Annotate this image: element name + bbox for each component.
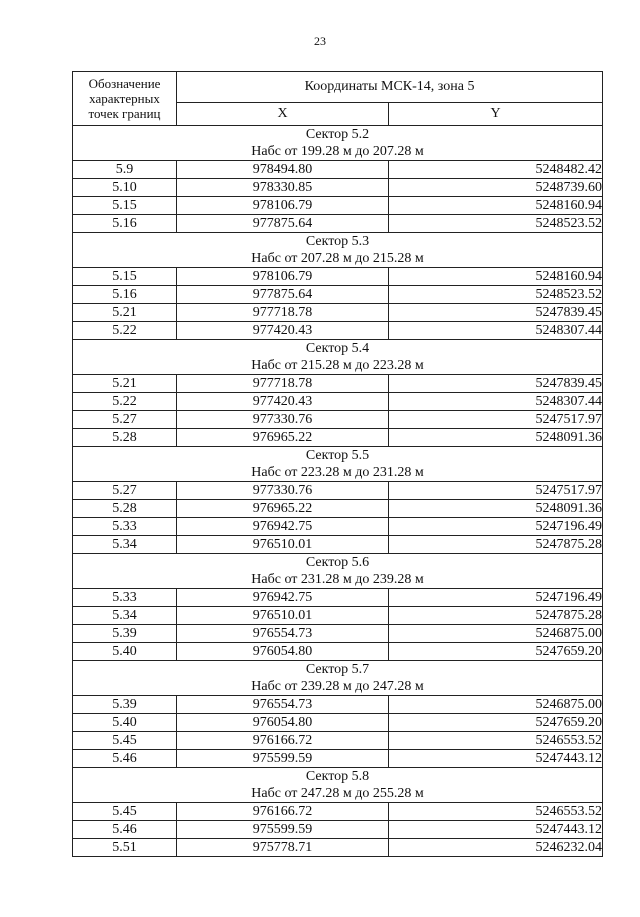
table-row xyxy=(73,179,603,197)
table-row xyxy=(73,322,603,340)
y-coordinate-cell: 5248482.42 xyxy=(389,161,603,179)
point-cell: 5.27 xyxy=(73,411,177,429)
sector-title: Сектор 5.6 xyxy=(305,555,370,570)
y-coordinate-cell: 5247443.12 xyxy=(389,750,603,768)
x-coordinate-cell: 977420.43 xyxy=(177,393,389,411)
y-coordinate-cell: 5247659.20 xyxy=(389,643,603,661)
y-coordinate-cell: 5247659.20 xyxy=(389,714,603,732)
table-row xyxy=(73,375,603,393)
y-coordinate-cell: 5247517.97 xyxy=(389,411,603,429)
coords-header: Координаты МСК-14, зона 5 xyxy=(177,72,603,103)
x-coordinate-cell: 976554.73 xyxy=(177,625,389,643)
point-cell: 5.39 xyxy=(73,696,177,714)
table-row xyxy=(73,393,603,411)
point-cell: 5.39 xyxy=(73,625,177,643)
point-cell: 5.22 xyxy=(73,322,177,340)
x-header: X xyxy=(177,102,389,125)
table-row xyxy=(73,197,603,215)
point-cell: 5.10 xyxy=(73,179,177,197)
sector-title-cell xyxy=(73,661,603,696)
point-cell: 5.34 xyxy=(73,536,177,554)
y-coordinate-cell: 5247196.49 xyxy=(389,518,603,536)
y-coordinate-cell: 5248091.36 xyxy=(389,500,603,518)
sector-title-cell xyxy=(73,126,603,161)
sector-header-row xyxy=(73,554,603,589)
y-coordinate-cell: 5247839.45 xyxy=(389,375,603,393)
x-coordinate-cell: 977875.64 xyxy=(177,215,389,233)
point-cell: 5.40 xyxy=(73,643,177,661)
y-coordinate-cell: 5248307.44 xyxy=(389,322,603,340)
x-coordinate-cell: 978106.79 xyxy=(177,268,389,286)
y-coordinate-cell: 5246875.00 xyxy=(389,625,603,643)
x-coordinate-cell: 975778.71 xyxy=(177,839,389,857)
point-label-header: Обозначение характерных точек границ xyxy=(73,72,177,126)
y-coordinate-cell: 5247443.12 xyxy=(389,821,603,839)
table-row xyxy=(73,161,603,179)
x-coordinate-cell: 976942.75 xyxy=(177,589,389,607)
table-row xyxy=(73,714,603,732)
table-row xyxy=(73,482,603,500)
point-cell: 5.45 xyxy=(73,732,177,750)
y-coordinate-cell: 5246553.52 xyxy=(389,803,603,821)
x-coordinate-cell: 976510.01 xyxy=(177,607,389,625)
y-coordinate-cell: 5248523.52 xyxy=(389,215,603,233)
sector-title-cell xyxy=(73,233,603,268)
y-coordinate-cell: 5248307.44 xyxy=(389,393,603,411)
sector-height-range: Набс от 223.28 м до 231.28 м xyxy=(251,465,424,480)
sector-header-row xyxy=(73,126,603,161)
sector-title: Сектор 5.3 xyxy=(305,234,370,249)
y-coordinate-cell: 5248739.60 xyxy=(389,179,603,197)
point-cell: 5.15 xyxy=(73,197,177,215)
table-body xyxy=(73,126,603,857)
table-row xyxy=(73,429,603,447)
y-coordinate-cell: 5247839.45 xyxy=(389,304,603,322)
point-cell: 5.28 xyxy=(73,500,177,518)
sector-height-range: Набс от 207.28 м до 215.28 м xyxy=(251,251,424,266)
page-number: 23 xyxy=(314,34,326,48)
table-row xyxy=(73,803,603,821)
x-coordinate-cell: 977420.43 xyxy=(177,322,389,340)
sector-header-row xyxy=(73,768,603,803)
y-header: Y xyxy=(389,102,603,125)
table-row xyxy=(73,750,603,768)
table-row xyxy=(73,696,603,714)
sector-title: Сектор 5.2 xyxy=(305,127,370,142)
point-cell: 5.46 xyxy=(73,821,177,839)
sector-title-cell xyxy=(73,447,603,482)
point-cell: 5.21 xyxy=(73,304,177,322)
x-coordinate-cell: 977718.78 xyxy=(177,375,389,393)
x-coordinate-cell: 976942.75 xyxy=(177,518,389,536)
x-coordinate-cell: 976166.72 xyxy=(177,803,389,821)
sector-header-row xyxy=(73,340,603,375)
point-cell: 5.34 xyxy=(73,607,177,625)
point-cell: 5.15 xyxy=(73,268,177,286)
y-coordinate-cell: 5246875.00 xyxy=(389,696,603,714)
x-coordinate-cell: 978494.80 xyxy=(177,161,389,179)
point-cell: 5.51 xyxy=(73,839,177,857)
sector-header-row xyxy=(73,447,603,482)
x-coordinate-cell: 976965.22 xyxy=(177,500,389,518)
table-row xyxy=(73,625,603,643)
x-coordinate-cell: 977875.64 xyxy=(177,286,389,304)
x-coordinate-cell: 976054.80 xyxy=(177,643,389,661)
point-cell: 5.22 xyxy=(73,393,177,411)
x-coordinate-cell: 976554.73 xyxy=(177,696,389,714)
y-coordinate-cell: 5247196.49 xyxy=(389,589,603,607)
sector-height-range: Набс от 215.28 м до 223.28 м xyxy=(251,358,424,373)
point-cell: 5.33 xyxy=(73,518,177,536)
x-coordinate-cell: 978106.79 xyxy=(177,197,389,215)
table-row xyxy=(73,518,603,536)
sector-height-range: Набс от 239.28 м до 247.28 м xyxy=(251,679,424,694)
table-row xyxy=(73,304,603,322)
table-row xyxy=(73,607,603,625)
sector-header-row xyxy=(73,233,603,268)
y-coordinate-cell: 5248160.94 xyxy=(389,197,603,215)
sector-title-cell xyxy=(73,340,603,375)
table-row xyxy=(73,643,603,661)
y-coordinate-cell: 5248091.36 xyxy=(389,429,603,447)
y-coordinate-cell: 5246553.52 xyxy=(389,732,603,750)
table-row xyxy=(73,268,603,286)
sector-title-cell xyxy=(73,554,603,589)
x-coordinate-cell: 978330.85 xyxy=(177,179,389,197)
y-coordinate-cell: 5247517.97 xyxy=(389,482,603,500)
x-coordinate-cell: 977330.76 xyxy=(177,482,389,500)
point-cell: 5.40 xyxy=(73,714,177,732)
x-coordinate-cell: 976965.22 xyxy=(177,429,389,447)
x-coordinate-cell: 975599.59 xyxy=(177,821,389,839)
point-cell: 5.46 xyxy=(73,750,177,768)
table-row xyxy=(73,589,603,607)
sector-height-range: Набс от 199.28 м до 207.28 м xyxy=(251,144,424,159)
table-row xyxy=(73,839,603,857)
y-coordinate-cell: 5247875.28 xyxy=(389,536,603,554)
x-coordinate-cell: 977330.76 xyxy=(177,411,389,429)
x-coordinate-cell: 976510.01 xyxy=(177,536,389,554)
sector-title: Сектор 5.4 xyxy=(305,341,370,356)
table-row xyxy=(73,500,603,518)
point-cell: 5.9 xyxy=(73,161,177,179)
x-coordinate-cell: 976054.80 xyxy=(177,714,389,732)
sector-header-row xyxy=(73,661,603,696)
point-cell: 5.28 xyxy=(73,429,177,447)
sector-height-range: Набс от 247.28 м до 255.28 м xyxy=(251,786,424,801)
x-coordinate-cell: 975599.59 xyxy=(177,750,389,768)
x-coordinate-cell: 977718.78 xyxy=(177,304,389,322)
point-cell: 5.21 xyxy=(73,375,177,393)
table-row xyxy=(73,286,603,304)
sector-title: Сектор 5.5 xyxy=(305,448,370,463)
point-cell: 5.16 xyxy=(73,215,177,233)
sector-title-cell xyxy=(73,768,603,803)
y-coordinate-cell: 5248523.52 xyxy=(389,286,603,304)
point-cell: 5.33 xyxy=(73,589,177,607)
sector-title: Сектор 5.8 xyxy=(305,769,370,784)
table-row xyxy=(73,411,603,429)
sector-title: Сектор 5.7 xyxy=(305,662,370,677)
sector-height-range: Набс от 231.28 м до 239.28 м xyxy=(251,572,424,587)
point-cell: 5.16 xyxy=(73,286,177,304)
coordinates-table xyxy=(72,71,603,857)
y-coordinate-cell: 5246232.04 xyxy=(389,839,603,857)
y-coordinate-cell: 5248160.94 xyxy=(389,268,603,286)
point-cell: 5.27 xyxy=(73,482,177,500)
table-row xyxy=(73,732,603,750)
x-coordinate-cell: 976166.72 xyxy=(177,732,389,750)
point-cell: 5.45 xyxy=(73,803,177,821)
table-row xyxy=(73,215,603,233)
table-row xyxy=(73,536,603,554)
table-header xyxy=(73,72,603,126)
table-row xyxy=(73,821,603,839)
y-coordinate-cell: 5247875.28 xyxy=(389,607,603,625)
